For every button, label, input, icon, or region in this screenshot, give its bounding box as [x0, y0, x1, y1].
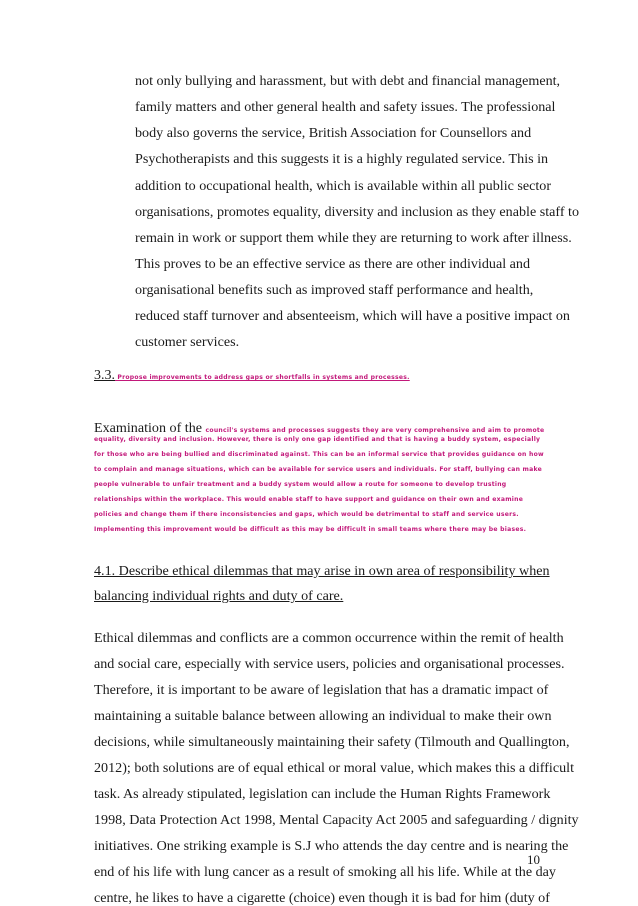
- text-line: people vulnerable to unfair treatment and a buddy system would allow a route for someone to develop trusting: [94, 481, 507, 488]
- text-line: not only bullying and harassment, but with debt and financial management,: [135, 73, 561, 89]
- text-line: body also governs the service, British Association for Counsellors and: [135, 125, 532, 141]
- text-line: initiatives. One striking example is S.J who attends the day centre and is nearing the: [94, 838, 569, 854]
- text-line: organisations, promotes equality, diversity and inclusion as they enable staff to: [135, 204, 579, 220]
- text-line: addition to occupational health, which is available within all public sector: [135, 178, 552, 194]
- text-line: This proves to be an effective service as there are other individual and: [135, 256, 530, 272]
- heading-line: balancing individual rights and duty of care.: [94, 588, 344, 604]
- text-line: to complain and manage situations, which can be available for service users and individuals. For staff, bullying can make: [94, 466, 543, 473]
- text-line: equality, diversity and inclusion. However, there is only one gap identified and that is having a buddy system, especially: [94, 436, 541, 443]
- highlighted-text: council's systems and processes suggests they are very comprehensive and aim to promote: [205, 427, 545, 434]
- page-number: 10: [527, 852, 540, 867]
- text-line: 2012); both solutions are of equal ethical or moral value, which makes this a difficult: [94, 760, 574, 776]
- heading-line: 4.1. Describe ethical dilemmas that may arise in own area of responsibility when: [94, 563, 550, 579]
- text-line: Ethical dilemmas and conflicts are a common occurrence within the remit of health: [94, 630, 564, 646]
- text-line: reduced staff turnover and absenteeism, which will have a positive impact on: [135, 308, 570, 324]
- text-line: remain in work or support them while they are returning to work after illness.: [135, 230, 572, 246]
- text-line: for those who are being bullied and discriminated against. This can be an informal service that provides guidance on how: [94, 451, 544, 458]
- text-line: and social care, especially with service users, policies and organisational processes.: [94, 656, 565, 672]
- text-line: organisational benefits such as improved staff performance and health,: [135, 282, 534, 298]
- text-line: policies and change them if there inconsistencies and gaps, which would be detrimental to staff and service users.: [94, 511, 519, 518]
- text-line: Therefore, it is important to be aware of legislation that has a dramatic impact of: [94, 682, 549, 698]
- text-line: end of his life with lung cancer as a result of smoking all his life. While at the day: [94, 864, 556, 880]
- text-line: centre, he likes to have a cigarette (choice) even though it is bad for him (duty of: [94, 890, 550, 906]
- text-line: customer services.: [135, 334, 240, 350]
- text-line: relationships within the workplace. This would enable staff to have support and guidance on their own and examine: [94, 496, 524, 503]
- text-line: Psychotherapists and this suggests it is a highly regulated service. This in: [135, 151, 549, 167]
- lead-text: Examination of the: [94, 420, 206, 436]
- text-line: Implementing this improvement would be difficult as this may be difficult in small teams where there may be biases.: [94, 526, 527, 533]
- heading-text: Propose improvements to address gaps or shortfalls in systems and processes.: [115, 374, 410, 381]
- text-line: decisions, while simultaneously maintaining their safety (Tilmouth and Quallington,: [94, 734, 570, 750]
- heading-number: 3.3.: [94, 368, 115, 383]
- text-line: task. As already stipulated, legislation can include the Human Rights Framework: [94, 786, 551, 802]
- text-line: maintaining a suitable balance between allowing an individual to make their own: [94, 708, 552, 724]
- section-heading-3-3: [94, 367, 410, 386]
- text-line: 1998, Data Protection Act 1998, Mental Capacity Act 2005 and safeguarding / dignity: [94, 812, 579, 828]
- text-line: family matters and other general health and safety issues. The professional: [135, 99, 556, 115]
